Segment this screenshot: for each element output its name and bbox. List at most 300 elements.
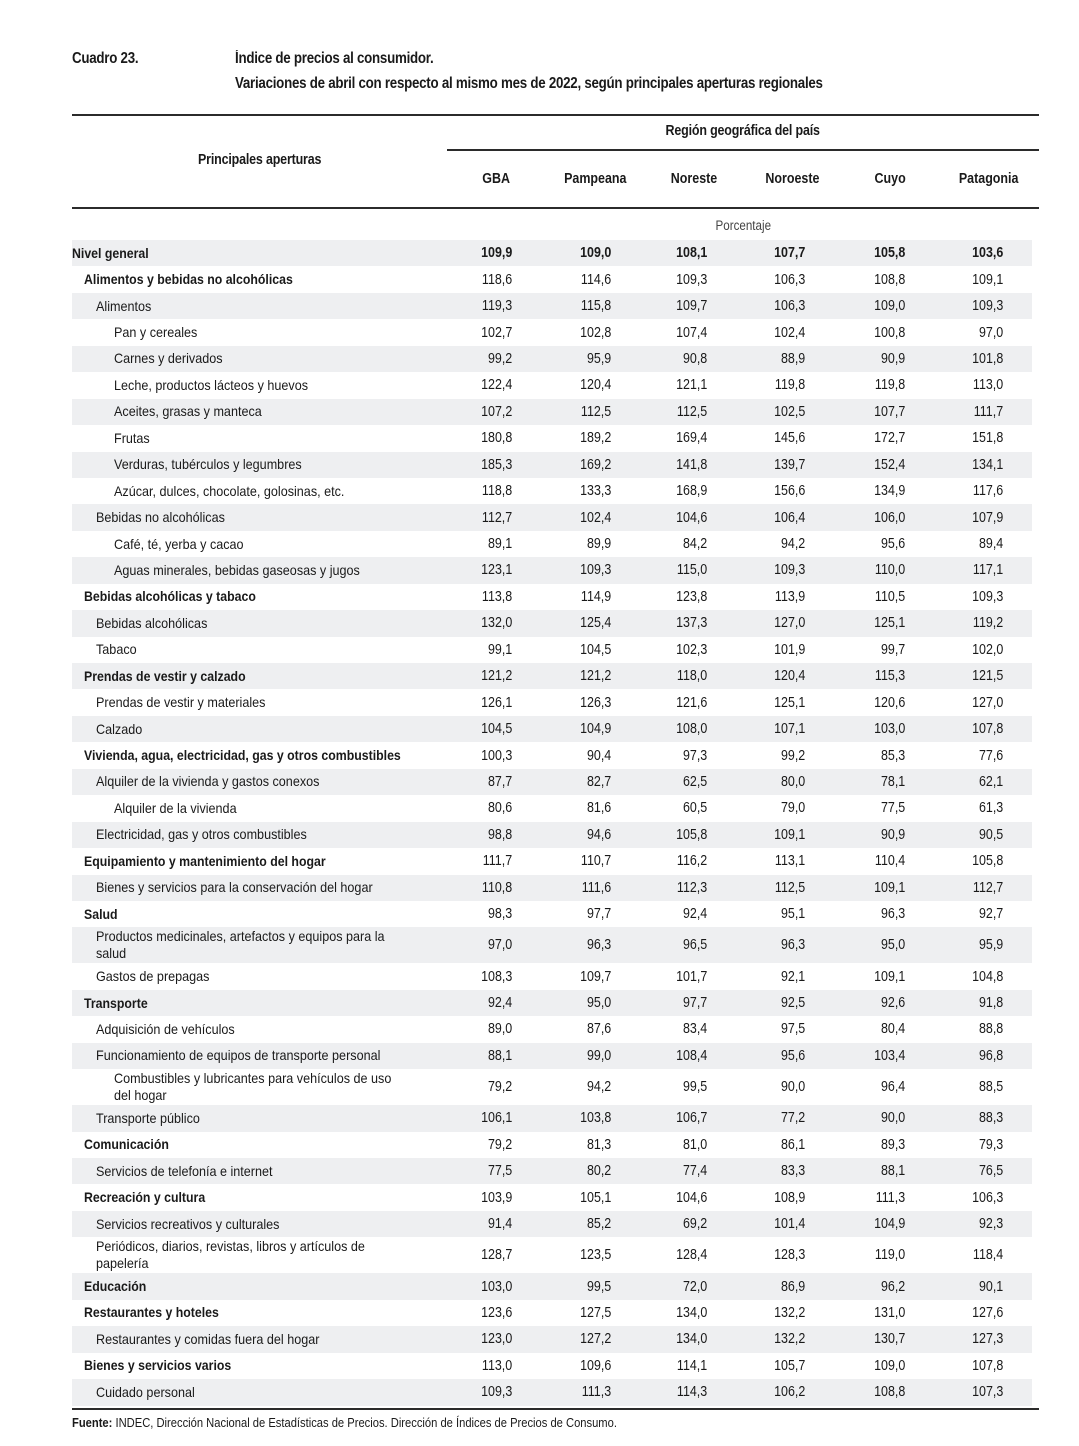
- cell-noreste: [627, 1305, 707, 1321]
- cell-patagonia: [923, 642, 1003, 658]
- cell-value: 103,0: [480, 1278, 512, 1295]
- cell-pampeana: [531, 1048, 611, 1064]
- row-label-text: Funcionamiento de equipos de transporte personal: [96, 1047, 381, 1064]
- cell-value: 121,2: [579, 668, 611, 685]
- cell-patagonia: [923, 748, 1003, 764]
- table-row: [72, 1326, 1032, 1352]
- cell-noroeste: [725, 1110, 805, 1126]
- row-label-text: Bienes y servicios para la conservación del hogar: [96, 879, 373, 896]
- cell-value: 127,0: [971, 694, 1003, 711]
- row-label: [72, 1047, 447, 1064]
- cell-value: 106,3: [773, 298, 805, 315]
- cell-cuyo: [825, 906, 905, 922]
- cell-value: 90,0: [780, 1079, 805, 1096]
- cell-patagonia: [923, 721, 1003, 737]
- group-header-text: Región geográfica del país: [665, 123, 821, 139]
- cell-value: 103,6: [971, 245, 1003, 262]
- cell-value: 169,2: [579, 456, 611, 473]
- row-label: [72, 721, 447, 738]
- cell-value: 79,3: [978, 1136, 1003, 1153]
- table-row: [72, 531, 1032, 557]
- cell-cuyo: [825, 1190, 905, 1206]
- column-header-noreste: [645, 171, 743, 187]
- row-label: [72, 968, 447, 985]
- cell-value: 78,1: [880, 773, 905, 790]
- table-row: [72, 990, 1032, 1016]
- table-title: Índice de precios al consumidor.: [235, 50, 434, 67]
- cell-value: 128,4: [675, 1247, 707, 1264]
- row-label-text: Bebidas no alcohólicas: [96, 509, 225, 526]
- cell-patagonia: [923, 483, 1003, 499]
- cell-gba: [432, 668, 512, 684]
- table-row: [72, 1132, 1032, 1158]
- cell-noreste: [627, 430, 707, 446]
- cell-value: 145,6: [773, 430, 805, 447]
- cell-value: 108,3: [480, 968, 512, 985]
- cell-value: 97,7: [586, 906, 611, 923]
- cell-cuyo: [825, 1331, 905, 1347]
- column-header-cuyo: [841, 171, 939, 187]
- cell-pampeana: [531, 642, 611, 658]
- cell-cuyo: [825, 853, 905, 869]
- cell-value: 118,6: [481, 271, 512, 288]
- cell-gba: [432, 351, 512, 367]
- cell-pampeana: [531, 272, 611, 288]
- cell-value: 109,3: [971, 588, 1003, 605]
- cell-value: 76,5: [978, 1163, 1003, 1180]
- cell-value: 88,1: [880, 1163, 905, 1180]
- cell-noroeste: [725, 1048, 805, 1064]
- cell-noreste: [627, 272, 707, 288]
- cell-noreste: [627, 853, 707, 869]
- table-row: [72, 1237, 1032, 1273]
- cell-noroeste: [725, 1216, 805, 1232]
- cell-pampeana: [531, 748, 611, 764]
- cell-cuyo: [825, 1079, 905, 1095]
- cell-value: 123,5: [579, 1247, 611, 1264]
- cell-gba: [432, 853, 512, 869]
- cell-patagonia: [923, 272, 1003, 288]
- table-row: [72, 769, 1032, 795]
- cell-value: 81,3: [586, 1136, 611, 1153]
- row-label: [72, 1357, 447, 1374]
- cell-value: 131,0: [873, 1304, 905, 1321]
- cell-value: 118,8: [481, 483, 512, 500]
- row-label-text: Restaurantes y comidas fuera del hogar: [96, 1330, 320, 1347]
- cell-value: 113,0: [481, 1357, 512, 1374]
- cell-value: 134,0: [675, 1331, 707, 1348]
- cell-gba: [432, 1110, 512, 1126]
- cell-patagonia: [923, 827, 1003, 843]
- cell-value: 113,9: [774, 588, 805, 605]
- cell-value: 77,6: [978, 747, 1003, 764]
- table-row: [72, 293, 1032, 319]
- cell-cuyo: [825, 1163, 905, 1179]
- cell-value: 77,5: [487, 1163, 512, 1180]
- cell-gba: [432, 377, 512, 393]
- row-label: [72, 853, 447, 870]
- cell-noreste: [627, 1110, 707, 1126]
- table-row: [72, 663, 1032, 689]
- cell-pampeana: [531, 1247, 611, 1263]
- row-label-text: Tabaco: [96, 641, 137, 658]
- cell-gba: [432, 615, 512, 631]
- cell-pampeana: [531, 1163, 611, 1179]
- cell-value: 95,1: [780, 906, 805, 923]
- cell-cuyo: [825, 748, 905, 764]
- cell-gba: [432, 1279, 512, 1295]
- cell-pampeana: [531, 774, 611, 790]
- cell-noroeste: [725, 298, 805, 314]
- cell-value: 109,3: [773, 562, 805, 579]
- cell-value: 107,7: [773, 245, 805, 262]
- cell-value: 109,0: [873, 298, 905, 315]
- cell-value: 89,0: [487, 1021, 512, 1038]
- cell-value: 109,6: [579, 1357, 611, 1374]
- cell-gba: [432, 272, 512, 288]
- cell-value: 132,0: [480, 615, 512, 632]
- cell-value: 109,1: [971, 271, 1003, 288]
- cell-value: 88,8: [978, 1021, 1003, 1038]
- cell-noroeste: [725, 325, 805, 341]
- cell-patagonia: [923, 1137, 1003, 1153]
- cell-value: 108,8: [873, 271, 905, 288]
- row-label: [72, 773, 447, 790]
- cell-value: 105,8: [971, 853, 1003, 870]
- cell-noreste: [627, 351, 707, 367]
- cell-gba: [432, 536, 512, 552]
- cell-pampeana: [531, 827, 611, 843]
- row-header: [72, 152, 447, 168]
- cell-value: 89,9: [586, 536, 611, 553]
- cell-noreste: [627, 377, 707, 393]
- row-label-text: Prendas de vestir y calzado: [84, 667, 246, 684]
- cell-value: 109,3: [579, 562, 611, 579]
- cell-value: 107,7: [873, 403, 905, 420]
- cell-value: 92,4: [682, 906, 707, 923]
- table-row: [72, 425, 1032, 451]
- row-label: [72, 1331, 447, 1348]
- cell-value: 62,5: [682, 773, 707, 790]
- cell-value: 103,8: [579, 1110, 611, 1127]
- row-label-text: Bienes y servicios varios: [84, 1357, 232, 1374]
- cell-noroeste: [725, 774, 805, 790]
- cell-value: 125,4: [579, 615, 611, 632]
- cell-gba: [432, 1079, 512, 1095]
- cell-gba: [432, 1137, 512, 1153]
- cell-noreste: [627, 774, 707, 790]
- cell-value: 69,2: [682, 1216, 707, 1233]
- row-label-text: Calzado: [96, 720, 143, 737]
- row-label-text: Educación: [84, 1278, 147, 1295]
- column-header-noroeste: [743, 171, 841, 187]
- row-label: [72, 995, 447, 1012]
- cell-value: 141,8: [675, 456, 707, 473]
- cell-value: 119,8: [774, 377, 805, 394]
- row-label: [72, 826, 447, 843]
- cell-value: 97,7: [682, 995, 707, 1012]
- row-label: [72, 430, 447, 447]
- column-header-text: Pampeana: [563, 171, 627, 187]
- cell-cuyo: [825, 483, 905, 499]
- cell-noroeste: [725, 1190, 805, 1206]
- cell-value: 105,7: [773, 1357, 805, 1374]
- cell-value: 123,1: [480, 562, 512, 579]
- cell-gba: [432, 827, 512, 843]
- cell-pampeana: [531, 1279, 611, 1295]
- cell-cuyo: [825, 969, 905, 985]
- cell-value: 102,4: [579, 509, 611, 526]
- cell-value: 111,3: [581, 1384, 611, 1401]
- row-label: [72, 483, 447, 500]
- cell-noreste: [627, 721, 707, 737]
- cell-value: 72,0: [682, 1278, 707, 1295]
- cell-pampeana: [531, 562, 611, 578]
- row-label-text: Nivel general: [72, 244, 149, 261]
- cell-cuyo: [825, 827, 905, 843]
- cell-noreste: [627, 1247, 707, 1263]
- cell-value: 96,4: [880, 1079, 905, 1096]
- cell-noroeste: [725, 1163, 805, 1179]
- cell-value: 90,0: [880, 1110, 905, 1127]
- cell-noroeste: [725, 1305, 805, 1321]
- row-label: [72, 298, 447, 315]
- row-label: [72, 928, 447, 962]
- cell-value: 123,8: [675, 588, 707, 605]
- table-row: [72, 1353, 1032, 1379]
- cell-value: 90,1: [978, 1278, 1003, 1295]
- cell-value: 102,5: [773, 403, 805, 420]
- cell-value: 107,8: [971, 721, 1003, 738]
- cell-pampeana: [531, 510, 611, 526]
- cell-patagonia: [923, 351, 1003, 367]
- cell-value: 110,7: [580, 853, 611, 870]
- row-label: [72, 1238, 447, 1272]
- cell-value: 132,2: [773, 1304, 805, 1321]
- cell-value: 104,5: [480, 721, 512, 738]
- cell-patagonia: [923, 1216, 1003, 1232]
- cell-value: 98,3: [487, 906, 512, 923]
- row-label: [72, 615, 447, 632]
- row-label-text: Alquiler de la vivienda y gastos conexos: [96, 773, 320, 790]
- table-row: [72, 399, 1032, 425]
- table-row: [72, 452, 1032, 478]
- cell-pampeana: [531, 880, 611, 896]
- row-label: [72, 509, 447, 526]
- cell-value: 127,2: [579, 1331, 611, 1348]
- cell-pampeana: [531, 995, 611, 1011]
- cell-value: 79,2: [487, 1136, 512, 1153]
- cell-value: 117,6: [972, 483, 1003, 500]
- cell-pampeana: [531, 430, 611, 446]
- group-header-rule: [447, 149, 1039, 151]
- unit-label: [447, 218, 1039, 233]
- cell-value: 113,0: [972, 377, 1003, 394]
- cell-patagonia: [923, 457, 1003, 473]
- cell-value: 117,1: [972, 562, 1003, 579]
- cell-value: 180,8: [480, 430, 512, 447]
- row-label-text: Vivienda, agua, electricidad, gas y otros combustibles: [84, 747, 401, 764]
- cell-value: 102,7: [480, 324, 512, 341]
- cell-patagonia: [923, 1384, 1003, 1400]
- cell-value: 113,1: [774, 853, 805, 870]
- cell-value: 103,9: [480, 1189, 512, 1206]
- row-label: [72, 245, 447, 262]
- cell-pampeana: [531, 1216, 611, 1232]
- cell-value: 98,8: [487, 826, 512, 843]
- cell-value: 128,7: [480, 1247, 512, 1264]
- column-header-text: Cuyo: [874, 171, 906, 187]
- cell-pampeana: [531, 721, 611, 737]
- cell-cuyo: [825, 1048, 905, 1064]
- cell-value: 94,6: [586, 826, 611, 843]
- cell-noroeste: [725, 995, 805, 1011]
- cell-noreste: [627, 1358, 707, 1374]
- cell-value: 91,8: [978, 995, 1003, 1012]
- cell-value: 106,2: [773, 1384, 805, 1401]
- cell-patagonia: [923, 1163, 1003, 1179]
- row-label: [72, 694, 447, 711]
- cell-noroeste: [725, 668, 805, 684]
- cell-patagonia: [923, 1021, 1003, 1037]
- cell-patagonia: [923, 937, 1003, 953]
- table-row: [72, 1211, 1032, 1237]
- cell-value: 85,3: [880, 747, 905, 764]
- cell-value: 112,7: [972, 879, 1003, 896]
- cell-value: 99,5: [586, 1278, 611, 1295]
- cell-cuyo: [825, 1247, 905, 1263]
- cell-noreste: [627, 800, 707, 816]
- cell-cuyo: [825, 1279, 905, 1295]
- cell-value: 89,3: [880, 1136, 905, 1153]
- cell-value: 95,6: [780, 1047, 805, 1064]
- row-label: [72, 747, 447, 764]
- cell-value: 100,8: [873, 324, 905, 341]
- cell-cuyo: [825, 404, 905, 420]
- cell-noreste: [627, 1279, 707, 1295]
- cell-pampeana: [531, 298, 611, 314]
- cell-gba: [432, 1216, 512, 1232]
- row-label: [72, 588, 447, 605]
- cell-gba: [432, 880, 512, 896]
- row-label: [72, 668, 447, 685]
- cell-value: 120,6: [873, 694, 905, 711]
- cell-value: 151,8: [971, 430, 1003, 447]
- row-label: [72, 906, 447, 923]
- row-label: [72, 377, 447, 394]
- cell-noroeste: [725, 880, 805, 896]
- cell-value: 105,1: [579, 1189, 611, 1206]
- cell-value: 127,5: [579, 1304, 611, 1321]
- cell-gba: [432, 1384, 512, 1400]
- cell-noreste: [627, 1384, 707, 1400]
- cell-value: 95,6: [880, 536, 905, 553]
- cell-value: 111,6: [581, 879, 611, 896]
- cell-value: 112,5: [580, 403, 611, 420]
- cell-cuyo: [825, 937, 905, 953]
- row-label-text: Aguas minerales, bebidas gaseosas y jugos: [114, 561, 360, 578]
- cell-patagonia: [923, 1331, 1003, 1347]
- cell-noroeste: [725, 430, 805, 446]
- cell-value: 99,1: [487, 641, 512, 658]
- row-label-text: Transporte: [84, 994, 148, 1011]
- cell-noroeste: [725, 245, 805, 261]
- cell-noroeste: [725, 1279, 805, 1295]
- table-row: [72, 1105, 1032, 1131]
- cell-cuyo: [825, 377, 905, 393]
- cell-pampeana: [531, 351, 611, 367]
- cell-noroeste: [725, 1079, 805, 1095]
- cell-cuyo: [825, 1358, 905, 1374]
- cell-value: 107,2: [480, 403, 512, 420]
- cell-value: 122,4: [480, 377, 512, 394]
- row-label-text: Frutas: [114, 429, 150, 446]
- cell-value: 119,3: [481, 298, 512, 315]
- cell-noreste: [627, 298, 707, 314]
- row-label: [72, 800, 447, 817]
- cell-patagonia: [923, 1358, 1003, 1374]
- cell-gba: [432, 404, 512, 420]
- cell-value: 102,3: [675, 641, 707, 658]
- cell-value: 119,8: [874, 377, 905, 394]
- cell-noroeste: [725, 800, 805, 816]
- cell-patagonia: [923, 404, 1003, 420]
- table-row: [72, 963, 1032, 989]
- cell-noroeste: [725, 969, 805, 985]
- cell-value: 86,1: [780, 1136, 805, 1153]
- cell-gba: [432, 1048, 512, 1064]
- cell-gba: [432, 695, 512, 711]
- row-label-text: Leche, productos lácteos y huevos: [114, 376, 309, 393]
- cell-cuyo: [825, 1137, 905, 1153]
- cell-noroeste: [725, 1358, 805, 1374]
- cell-noroeste: [725, 589, 805, 605]
- cell-value: 81,0: [682, 1136, 707, 1153]
- table-row: [72, 1300, 1032, 1326]
- cell-value: 109,7: [675, 298, 707, 315]
- row-label-text: Combustibles y lubricantes para vehículos de uso del hogar: [114, 1070, 392, 1104]
- cell-value: 108,4: [675, 1047, 707, 1064]
- column-header-text: Patagonia: [959, 171, 1019, 187]
- cell-value: 106,1: [480, 1110, 512, 1127]
- cell-value: 134,1: [971, 456, 1003, 473]
- cell-patagonia: [923, 377, 1003, 393]
- cell-patagonia: [923, 1279, 1003, 1295]
- cell-value: 104,8: [971, 968, 1003, 985]
- cell-pampeana: [531, 1190, 611, 1206]
- row-label: [72, 562, 447, 579]
- cell-value: 106,3: [773, 271, 805, 288]
- cell-value: 105,8: [675, 826, 707, 843]
- table-row: [72, 927, 1032, 963]
- cell-noroeste: [725, 351, 805, 367]
- row-label-text: Prendas de vestir y materiales: [96, 694, 266, 711]
- cell-cuyo: [825, 245, 905, 261]
- row-label-text: Alimentos y bebidas no alcohólicas: [84, 271, 293, 288]
- cell-pampeana: [531, 800, 611, 816]
- row-label: [72, 1021, 447, 1038]
- cell-value: 91,4: [487, 1216, 512, 1233]
- cell-noroeste: [725, 510, 805, 526]
- cell-value: 108,0: [675, 721, 707, 738]
- cell-noroeste: [725, 483, 805, 499]
- source-label: Fuente:: [72, 1415, 113, 1430]
- cell-pampeana: [531, 536, 611, 552]
- cell-pampeana: [531, 1331, 611, 1347]
- cell-patagonia: [923, 430, 1003, 446]
- cell-value: 83,4: [682, 1021, 707, 1038]
- cell-value: 156,6: [773, 483, 805, 500]
